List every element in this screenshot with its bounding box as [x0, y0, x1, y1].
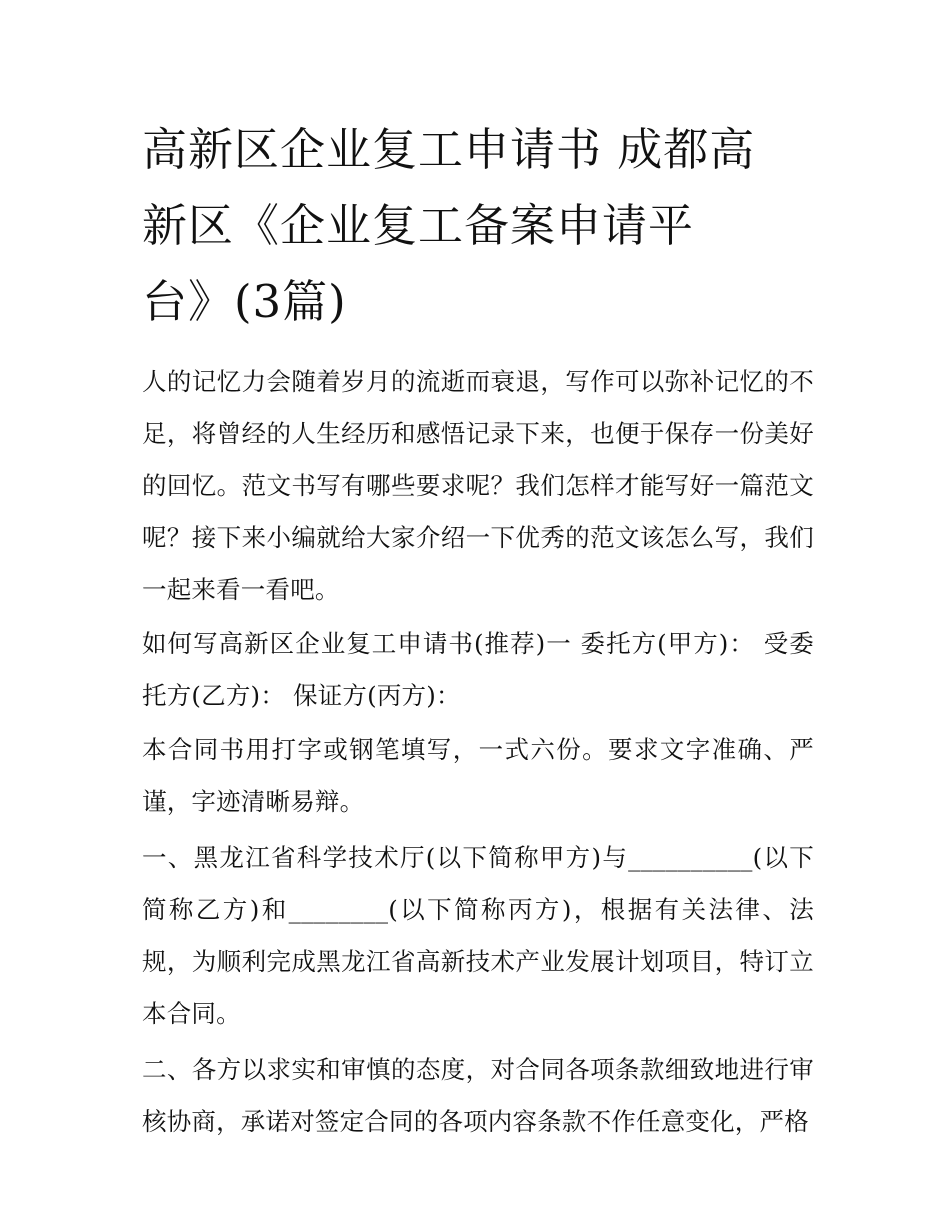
title-line-1: 高新区企业复工申请书 成都高 — [142, 123, 756, 176]
intro-paragraph: 人的记忆力会随着岁月的流逝而衰退，写作可以弥补记忆的不足，将曾经的人生经历和感悟记录下来，也便于保存一份美好的回忆。范文书写有哪些要求呢？我们怎样才能写好一篇范文呢？接下来小编就给大家介绍一下优秀的范文该怎么写，我们一起来看一看吧。 — [142, 367, 814, 604]
title-line-3: 台》(3篇) — [142, 275, 347, 328]
document-title — [142, 112, 807, 340]
parties-paragraph: 如何写高新区企业复工申请书(推荐)一 委托方(甲方)： 受委托方(乙方)： 保证方(丙方)： — [142, 629, 814, 710]
clause-two-paragraph: 二、各方以求实和审慎的态度，对合同各项条款细致地进行审核协商，承诺对签定合同的各项内容条款不作任意变化，严格 — [142, 1055, 814, 1136]
instructions-paragraph: 本合同书用打字或钢笔填写，一式六份。要求文字准确、严谨，字迹清晰易辩。 — [142, 735, 814, 816]
title-line-2: 新区《企业复工备案申请平 — [142, 199, 695, 252]
clause-one-paragraph: 一、黑龙江省科学技术厅(以下简称甲方)与__________(以下简称乙方)和________(以下简称丙方)，根据有关法律、法规，为顺利完成黑龙江省高新技术产业发展计划项目，特订立本合同。 — [142, 843, 814, 1028]
document-page — [142, 112, 814, 1148]
